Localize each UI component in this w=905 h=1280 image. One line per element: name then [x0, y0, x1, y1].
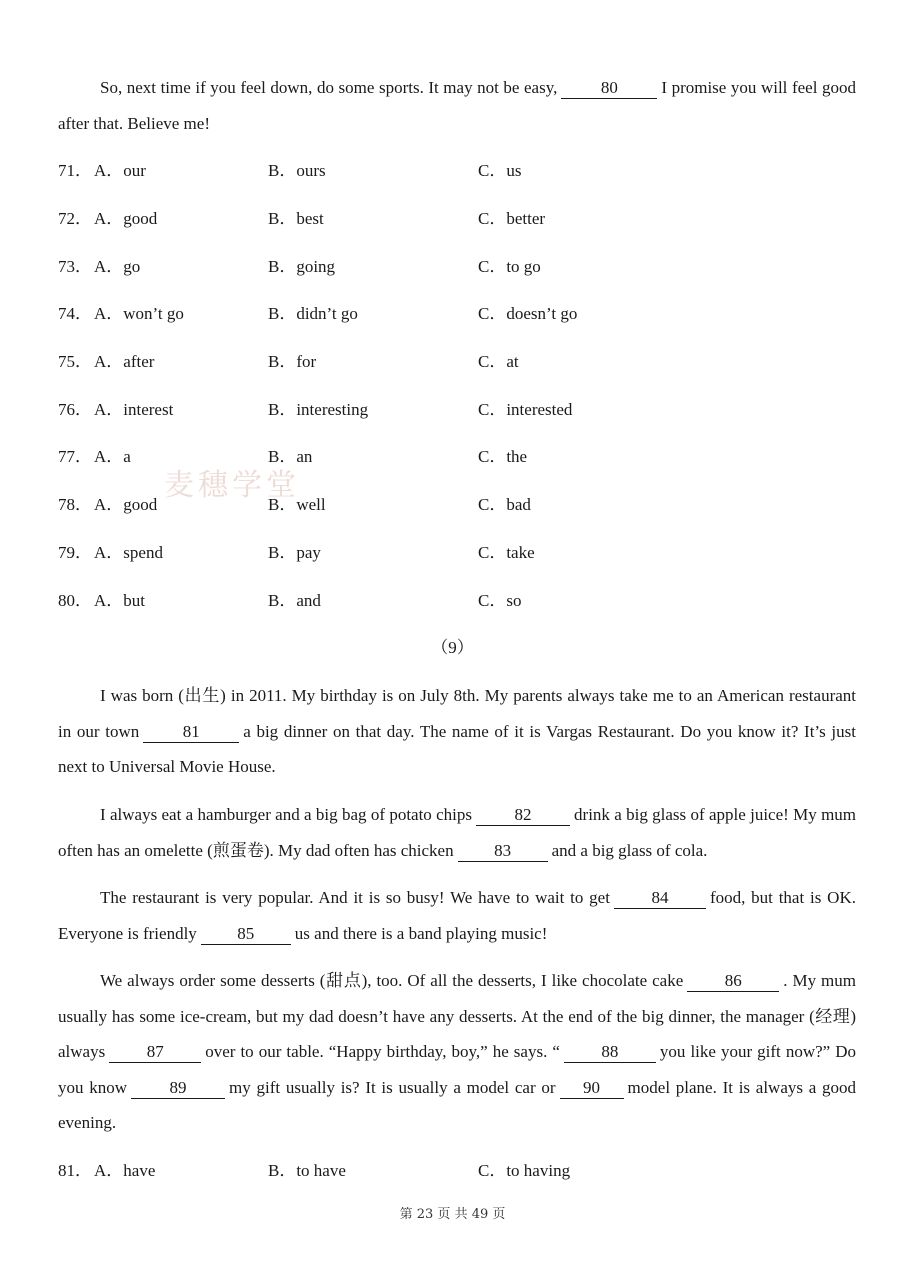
option-b: B．and: [268, 591, 321, 610]
blank-86: 86: [687, 971, 779, 992]
question-number: 74．: [58, 304, 92, 323]
page-footer: 第 23 页 共 49 页: [399, 1207, 506, 1222]
question-72: [58, 207, 858, 231]
question-number: 79．: [58, 543, 92, 562]
option-b: B．didn’t go: [268, 304, 358, 323]
option-b: B．to have: [268, 1161, 346, 1180]
passage-paragraph-2: [58, 797, 856, 868]
option-b: B．for: [268, 352, 317, 371]
blank-87: 87: [109, 1042, 201, 1063]
option-c: C．interested: [478, 400, 573, 419]
option-c: C．take: [478, 543, 535, 562]
blank-89: 89: [131, 1078, 225, 1099]
question-number: 77．: [58, 447, 92, 466]
question-79: [58, 541, 858, 565]
option-c: C．us: [478, 161, 522, 180]
paragraph-text: food, but that is OK. Everyone is friendly: [58, 888, 856, 943]
paragraph-text: model plane. It is always a good evening.: [58, 1077, 857, 1132]
question-number: 72．: [58, 209, 92, 228]
paragraph-text: The restaurant is very popular. And it is so busy! We have to wait to get: [100, 888, 610, 907]
option-b: B．going: [268, 257, 336, 276]
option-a: A．after: [94, 352, 155, 371]
question-75: [58, 350, 858, 374]
passage-paragraph-4: [58, 963, 856, 1141]
option-c: C．the: [478, 447, 528, 466]
question-number: 81．: [58, 1161, 92, 1180]
paragraph-closing: [58, 70, 856, 141]
blank-84: 84: [614, 888, 706, 909]
paragraph-text: So, next time if you feel down, do some sports. It may not be easy,: [100, 78, 558, 97]
paragraph-text: I promise you will feel good after that. Believe me!: [58, 78, 856, 133]
watermark: 麦穗学堂: [164, 468, 300, 503]
paragraph-text: We always order some desserts (甜点), too. Of all the desserts, I like chocolate cake: [100, 971, 684, 990]
blank-90: 90: [560, 1078, 624, 1099]
question-number: 71．: [58, 161, 92, 180]
option-b: B．ours: [268, 161, 326, 180]
option-b: B．interesting: [268, 400, 369, 419]
option-a: A．go: [94, 257, 141, 276]
blank-88: 88: [564, 1042, 656, 1063]
paragraph-text: drink a big glass of apple juice! My mum often has an omelette (煎蛋卷). My dad often has chicken: [58, 805, 857, 860]
question-80: [58, 589, 858, 613]
option-b: B．well: [268, 495, 326, 514]
paragraph-text: I was born (出生) in 2011. My birthday is on July 8th. My parents always take me to an American restaurant in our town: [58, 686, 856, 741]
option-a: A．a: [94, 447, 131, 466]
option-a: A．but: [94, 591, 145, 610]
paragraph-text: you like your gift now?” Do you know: [58, 1042, 856, 1097]
blank-82: 82: [476, 805, 570, 826]
question-71: [58, 159, 858, 183]
option-a: A．have: [94, 1161, 156, 1180]
option-c: C．so: [478, 591, 522, 610]
option-c: C．doesn’t go: [478, 304, 578, 323]
paragraph-text: and a big glass of cola.: [551, 840, 708, 860]
blank-81: 81: [143, 722, 239, 743]
option-a: A．our: [94, 161, 146, 180]
paragraph-text: over to our table. “Happy birthday, boy,” he says. “: [205, 1042, 560, 1061]
option-b: B．an: [268, 447, 313, 466]
question-73: [58, 255, 858, 279]
question-76: [58, 398, 858, 422]
option-c: C．to go: [478, 257, 541, 276]
option-b: B．best: [268, 209, 324, 228]
question-74: [58, 302, 858, 326]
blank-85: 85: [201, 924, 291, 945]
option-a: A．good: [94, 209, 158, 228]
passage-paragraph-1: [58, 678, 856, 785]
option-c: C．better: [478, 209, 546, 228]
question-number: 76．: [58, 400, 92, 419]
paragraph-text: my gift usually is? It is usually a model car or: [229, 1077, 556, 1097]
option-a: A．good: [94, 495, 158, 514]
question-number: 80．: [58, 591, 92, 610]
blank-80: 80: [561, 78, 657, 99]
paragraph-text: I always eat a hamburger and a big bag of potato chips: [100, 805, 473, 824]
option-a: A．spend: [94, 543, 163, 562]
passage-paragraph-3: [58, 880, 856, 951]
question-number: 78．: [58, 495, 92, 514]
option-a: A．won’t go: [94, 304, 184, 323]
paragraph-text: us and there is a band playing music!: [294, 923, 548, 943]
option-c: C．at: [478, 352, 519, 371]
blank-83: 83: [458, 841, 548, 862]
option-a: A．interest: [94, 400, 174, 419]
question-number: 75．: [58, 352, 92, 371]
section-title: （9）: [431, 638, 474, 657]
question-81: [58, 1159, 858, 1183]
question-number: 73．: [58, 257, 92, 276]
option-c: C．bad: [478, 495, 531, 514]
option-c: C．to having: [478, 1161, 571, 1180]
paragraph-text: . My mum usually has some ice-cream, but my dad doesn’t have any desserts. At the end of the big dinner, the manager (经理) always: [58, 971, 857, 1061]
option-b: B．pay: [268, 543, 321, 562]
paragraph-text: a big dinner on that day. The name of it is Vargas Restaurant. Do you know it? It’s just next to Universal Movie House.: [58, 721, 856, 776]
